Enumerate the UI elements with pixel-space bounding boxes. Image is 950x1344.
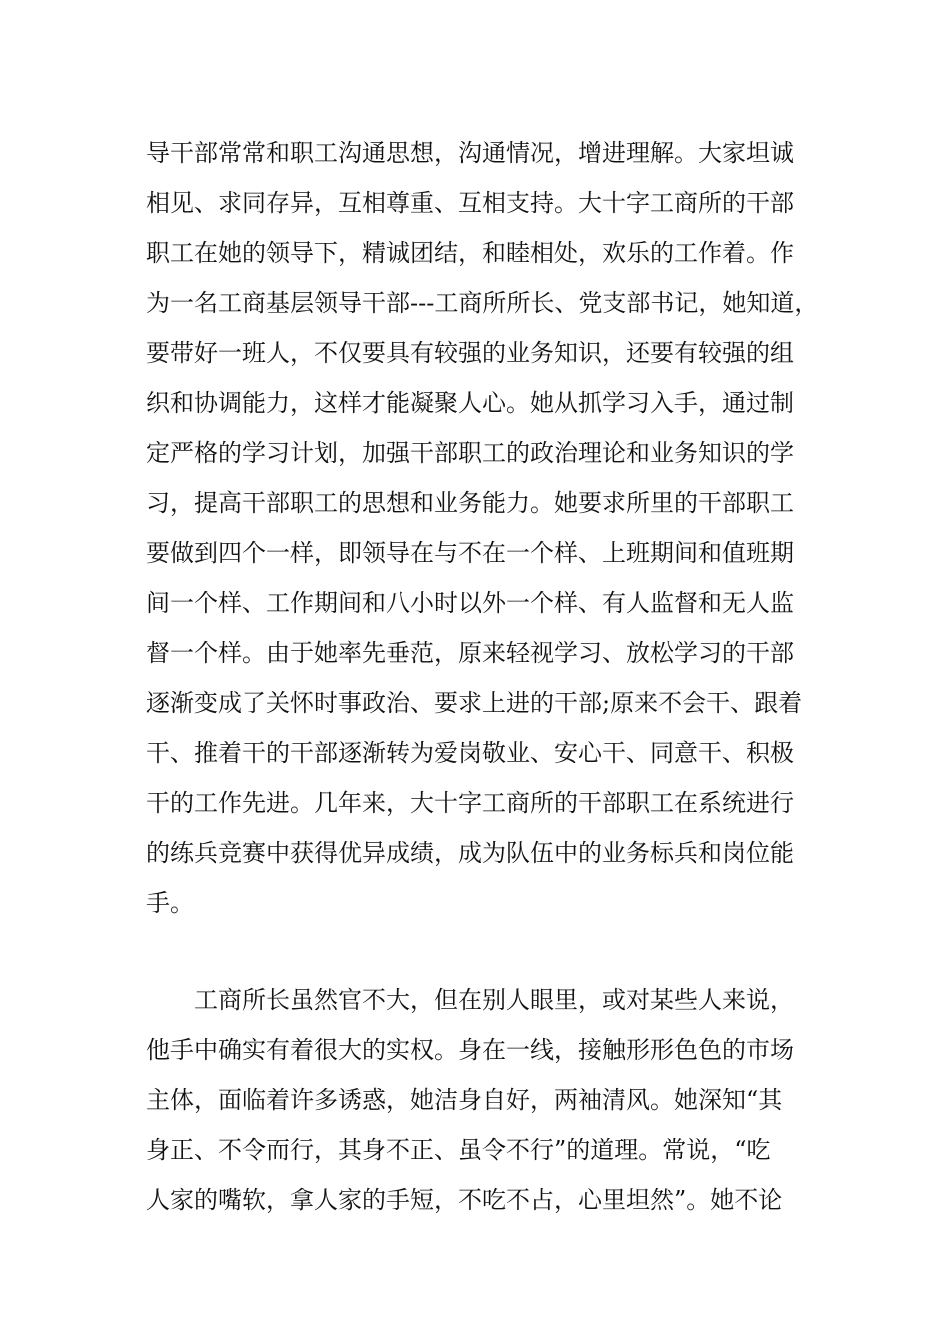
text-line: 干、推着干的干部逐渐转为爱岗敬业、安心干、同意干、积极 bbox=[146, 739, 794, 767]
text-line: 要做到四个一样，即领导在与不在一个样、上班期间和值班期 bbox=[146, 539, 794, 567]
text-line: 逐渐变成了关怀时事政治、要求上进的干部;原来不会干、跟着 bbox=[146, 689, 803, 717]
text-line: 的练兵竞赛中获得优异成绩，成为队伍中的业务标兵和岗位能 bbox=[146, 839, 794, 867]
text-line: 职工在她的领导下，精诚团结，和睦相处，欢乐的工作着。作 bbox=[146, 239, 794, 267]
text-line: 要带好一班人，不仅要具有较强的业务知识，还要有较强的组 bbox=[146, 339, 794, 367]
text-line: 手。 bbox=[146, 889, 194, 917]
text-line: 人家的嘴软，拿人家的手短，不吃不占，心里坦然”。她不论 bbox=[146, 1186, 783, 1214]
text-line: 工商所长虽然官不大，但在别人眼里，或对某些人来说， bbox=[194, 986, 794, 1014]
text-line: 定严格的学习计划，加强干部职工的政治理论和业务知识的学 bbox=[146, 439, 794, 467]
text-line: 为一名工商基层领导干部---工商所所长、党支部书记，她知道， bbox=[146, 289, 819, 317]
paragraph bbox=[146, 128, 846, 928]
text-line: 主体，面临着许多诱惑，她洁身自好，两袖清风。她深知“其 bbox=[146, 1086, 783, 1114]
text-line: 他手中确实有着很大的实权。身在一线，接触形形色色的市场 bbox=[146, 1036, 794, 1064]
text-line: 习，提高干部职工的思想和业务能力。她要求所里的干部职工 bbox=[146, 489, 794, 517]
text-line: 督一个样。由于她率先垂范，原来轻视学习、放松学习的干部 bbox=[146, 639, 794, 667]
text-line: 导干部常常和职工沟通思想，沟通情况，增进理解。大家坦诚 bbox=[146, 139, 794, 167]
text-line: 相见、求同存异，互相尊重、互相支持。大十字工商所的干部 bbox=[146, 189, 794, 217]
text-line: 干的工作先进。几年来，大十字工商所的干部职工在系统进行 bbox=[146, 789, 794, 817]
text-line: 间一个样、工作期间和八小时以外一个样、有人监督和无人监 bbox=[146, 589, 794, 617]
text-line: 身正、不令而行，其身不正、虽令不行”的道理。常说，“吃 bbox=[146, 1136, 771, 1164]
paragraph bbox=[146, 975, 846, 1225]
text-line: 织和协调能力，这样才能凝聚人心。她从抓学习入手，通过制 bbox=[146, 389, 794, 417]
